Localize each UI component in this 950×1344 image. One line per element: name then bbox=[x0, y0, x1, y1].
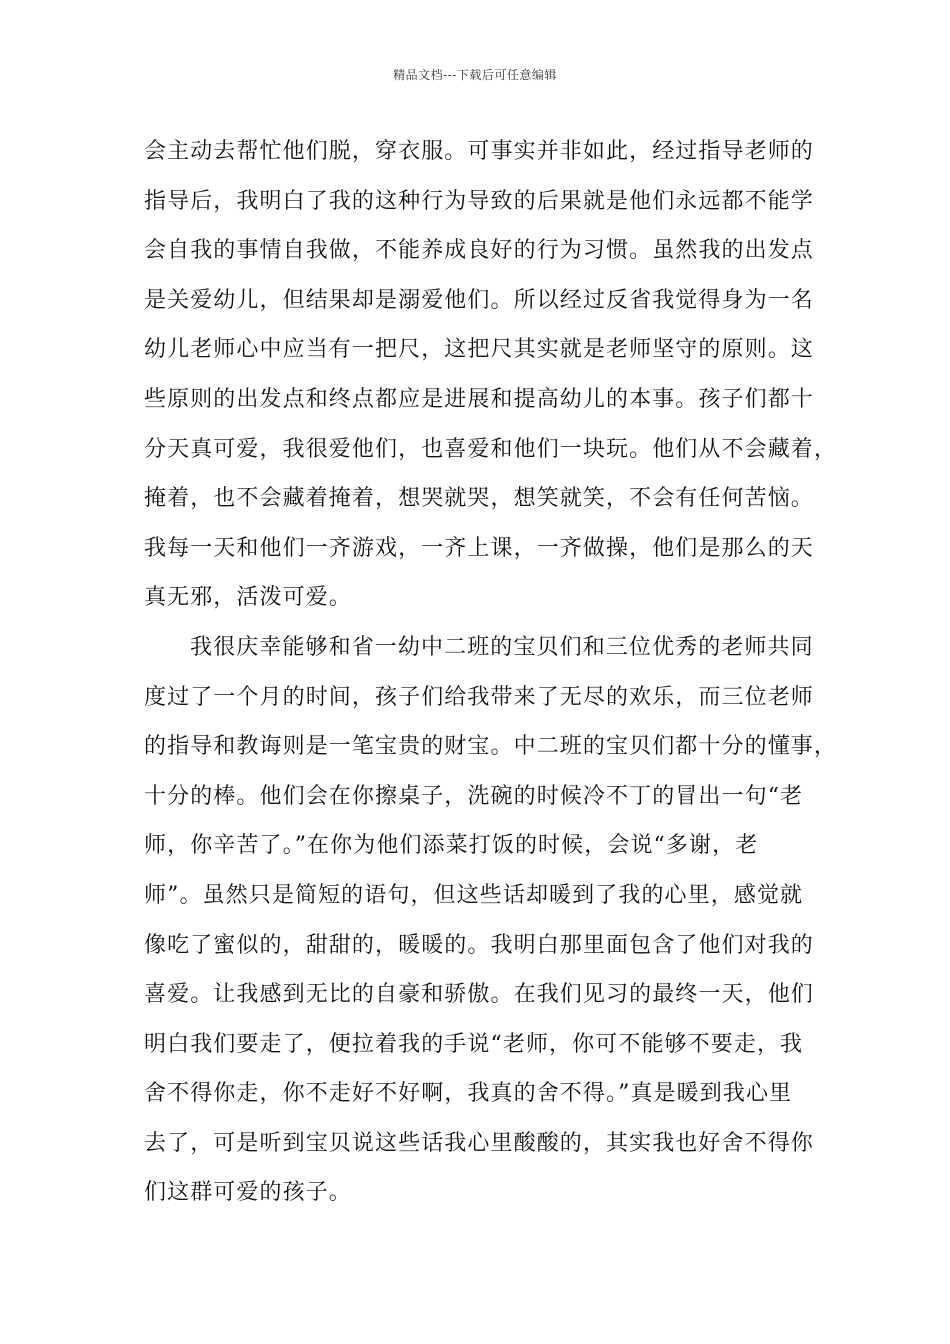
text-line: 喜爱。让我感到无比的自豪和骄傲。在我们见习的最终一天，他们 bbox=[144, 982, 814, 1008]
paragraph-2 bbox=[144, 629, 838, 1224]
text-line: 的指导和教诲则是一笔宝贵的财宝。中二班的宝贝们都十分的懂事， bbox=[144, 734, 838, 760]
text-line: 舍不得你走，你不走好不好啊，我真的舍不得。”真是暖到我心里 bbox=[144, 1081, 793, 1107]
text-line: 们这群可爱的孩子。 bbox=[144, 1180, 352, 1206]
text-line: 会主动去帮忙他们脱，穿衣服。可事实并非如此，经过指导老师的 bbox=[144, 139, 814, 164]
paragraph-1 bbox=[144, 133, 838, 629]
text-line: 指导后，我明白了我的这种行为导致的后果就是他们永远都不能学 bbox=[144, 188, 814, 214]
text-line: 掩着，也不会藏着掩着，想哭就哭，想笑就笑，不会有任何苦恼。 bbox=[144, 486, 814, 512]
text-line: 真无邪，活泼可爱。 bbox=[144, 585, 352, 611]
text-line: 些原则的出发点和终点都应是进展和提高幼儿的本事。孩子们都十 bbox=[144, 386, 814, 412]
text-line: 明白我们要走了，便拉着我的手说“老师，你可不能够不要走，我 bbox=[144, 1031, 804, 1057]
text-line: 师”。虽然只是简短的语句，但这些话却暖到了我的心里，感觉就 bbox=[144, 882, 804, 908]
text-line: 是关爱幼儿，但结果却是溺爱他们。所以经过反省我觉得身为一名 bbox=[144, 287, 814, 313]
page-header: 精品文档---下载后可任意编辑 bbox=[393, 68, 557, 82]
text-line: 会自我的事情自我做，不能养成良好的行为习惯。虽然我的出发点 bbox=[144, 238, 814, 264]
text-line: 师，你辛苦了。”在你为他们添菜打饭的时候，会说“多谢，老 bbox=[144, 833, 759, 859]
text-line: 十分的棒。他们会在你擦桌子，洗碗的时候冷不丁的冒出一句“老 bbox=[144, 783, 804, 809]
text-line: 我每一天和他们一齐游戏，一齐上课，一齐做操，他们是那么的天 bbox=[144, 535, 814, 561]
text-line: 度过了一个月的时间，孩子们给我带来了无尽的欢乐，而三位老师 bbox=[144, 684, 814, 710]
document-body bbox=[144, 133, 838, 1224]
text-line: 我很庆幸能够和省一幼中二班的宝贝们和三位优秀的老师共同 bbox=[190, 634, 814, 660]
text-line: 分天真可爱，我很爱他们，也喜爱和他们一块玩。他们从不会藏着， bbox=[144, 436, 838, 462]
text-line: 去了，可是听到宝贝说这些话我心里酸酸的，其实我也好舍不得你 bbox=[144, 1130, 814, 1156]
text-line: 像吃了蜜似的，甜甜的，暖暖的。我明白那里面包含了他们对我的 bbox=[144, 932, 814, 958]
text-line: 幼儿老师心中应当有一把尺，这把尺其实就是老师坚守的原则。这 bbox=[144, 337, 814, 363]
